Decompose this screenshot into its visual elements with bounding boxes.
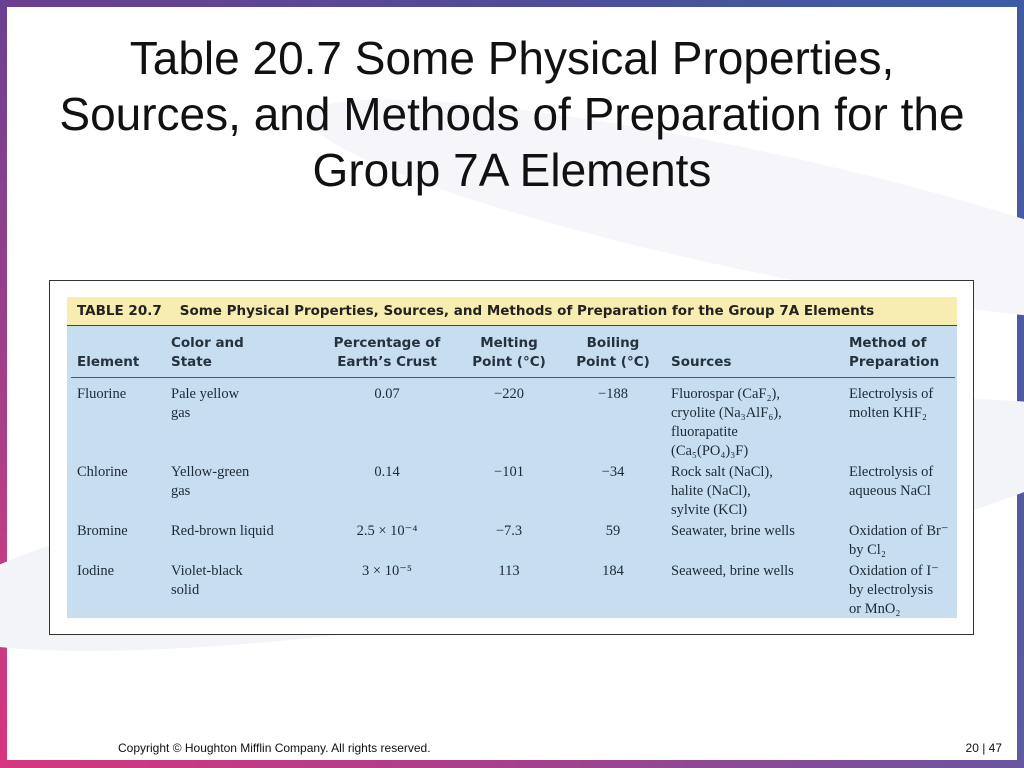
cell-melting-point: −101 — [494, 464, 524, 480]
cell-boiling-point: −34 — [601, 464, 625, 480]
cell-percentage: 3 × 10⁻⁵ — [362, 563, 412, 579]
table-caption-number: TABLE 20.7 — [77, 303, 162, 319]
slide-frame-bottom — [0, 760, 1024, 768]
cell-method: Oxidation of I⁻ by electrolysis or MnO₂ — [849, 563, 939, 617]
cell-color-state: Pale yellow gas — [171, 386, 240, 421]
cell-boiling-point: 59 — [605, 523, 621, 539]
cell-color-state: Yellow-green gas — [171, 464, 250, 499]
cell-element: Fluorine — [77, 386, 127, 402]
cell-boiling-point: −188 — [598, 386, 628, 402]
slide-frame-top — [0, 0, 1024, 7]
slide-frame-right — [1017, 0, 1024, 768]
cell-color-state: Violet-black solid — [171, 563, 243, 598]
table-header-row — [71, 326, 955, 378]
cell-percentage: 2.5 × 10⁻⁴ — [356, 523, 418, 539]
header-boiling-point: Boiling Point (°C) — [561, 326, 665, 378]
cell-melting-point: −220 — [494, 386, 524, 402]
table-caption-text: Some Physical Properties, Sources, and Methods of Preparation for the Group 7A Elements — [179, 303, 875, 319]
header-method: Method of Preparation — [843, 326, 955, 378]
table-figure — [49, 280, 974, 635]
header-percentage: Percentage of Earth’s Crust — [317, 326, 457, 378]
cell-sources: Seaweed, brine wells — [671, 563, 794, 579]
cell-element: Bromine — [77, 523, 128, 539]
copyright-notice: Copyright © Houghton Mifflin Company. All rights reserved. — [118, 741, 431, 755]
table-row — [71, 378, 955, 462]
table-caption — [67, 297, 957, 326]
table-row — [71, 461, 955, 520]
cell-percentage: 0.07 — [374, 386, 400, 402]
cell-percentage: 0.14 — [374, 464, 400, 480]
header-melting-point: Melting Point (°C) — [457, 326, 561, 378]
cell-method: Oxidation of Br⁻ by Cl₂ — [849, 523, 949, 558]
cell-method: Electrolysis of molten KHF₂ — [849, 386, 934, 421]
cell-boiling-point: 184 — [602, 563, 624, 579]
cell-sources: Rock salt (NaCl), halite (NaCl), sylvite (KCl) — [671, 464, 773, 518]
cell-melting-point: −7.3 — [495, 523, 523, 539]
cell-method: Electrolysis of aqueous NaCl — [849, 464, 934, 499]
slide-frame-left — [0, 0, 7, 768]
cell-sources: Seawater, brine wells — [671, 523, 795, 539]
table-panel — [67, 297, 957, 618]
slide-title: Table 20.7 Some Physical Properties, Sources, and Methods of Preparation for the Group 7A Elements — [59, 32, 965, 196]
header-sources: Sources — [665, 326, 843, 378]
cell-element: Iodine — [77, 563, 115, 579]
properties-table — [71, 326, 955, 619]
cell-color-state: Red-brown liquid — [171, 523, 274, 539]
cell-element: Chlorine — [77, 464, 128, 480]
page-number: 20 | 47 — [965, 741, 1002, 755]
cell-sources: Fluorospar (CaF₂), cryolite (Na₃AlF₆), fluorapatite (Ca₅(PO₄)₃F) — [671, 386, 782, 459]
header-element: Element — [71, 326, 165, 378]
table-row — [71, 560, 955, 619]
table-row — [71, 520, 955, 560]
cell-melting-point: 113 — [498, 563, 520, 579]
header-color-state: Color and State — [165, 326, 317, 378]
